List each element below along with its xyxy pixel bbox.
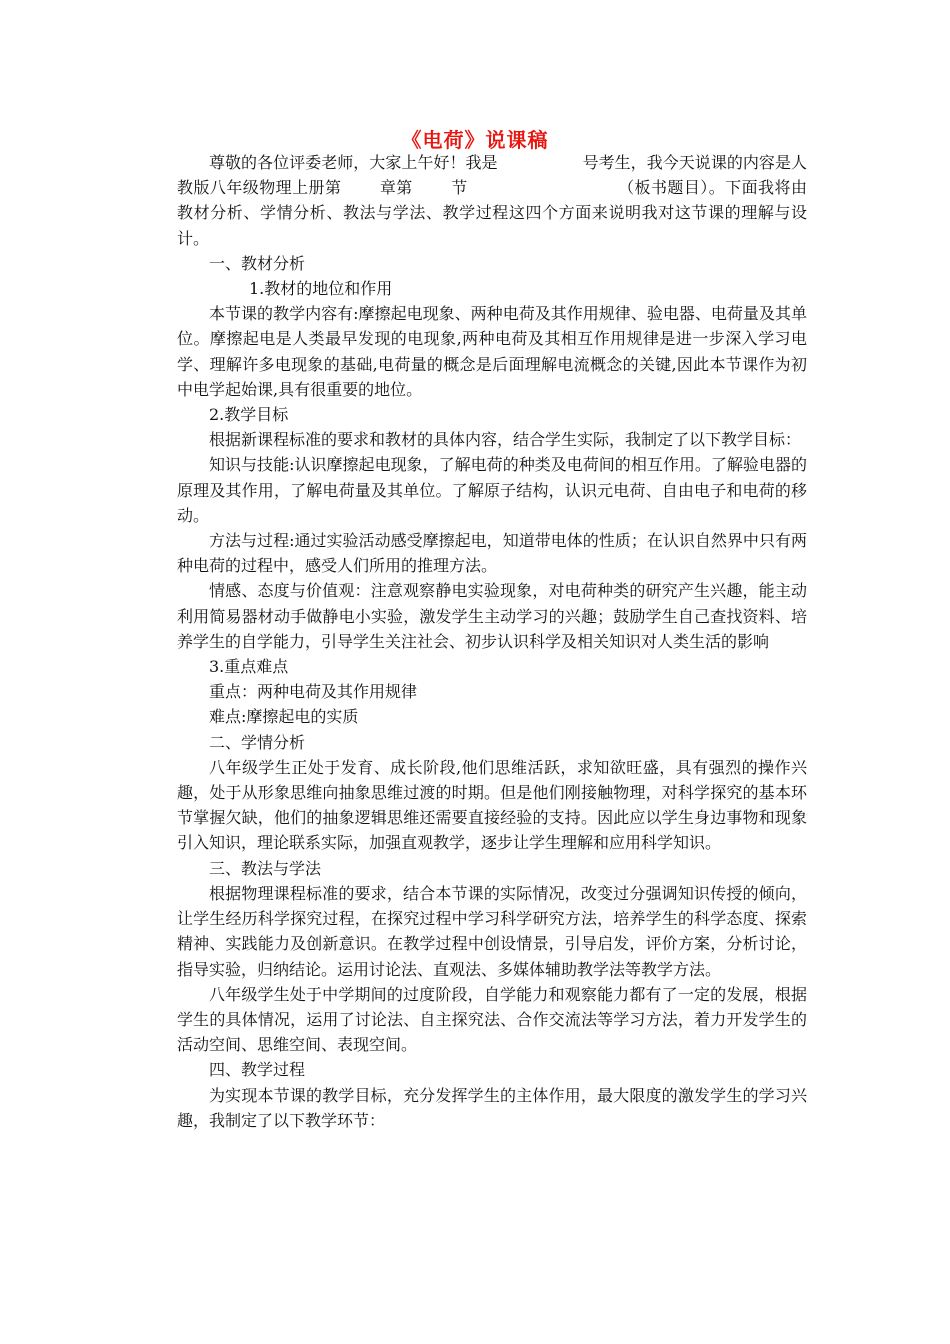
paragraph-process-intro: 为实现本节课的教学目标，充分发挥学生的主体作用，最大限度的激发学生的学习兴趣，我制定了以下教学环节： [177, 1085, 807, 1130]
paragraph-difficulty: 难点:摩擦起电的实质 [209, 707, 359, 727]
subheading-key-points: 3.重点难点 [209, 657, 289, 677]
paragraph-methods-process: 方法与过程:通过实验活动感受摩擦起电，知道带电体的性质；在认识自然界中只有两种电荷的过程中，感受人们所用的推理方法。 [177, 531, 807, 576]
paragraph-attitude-values: 情感、态度与价值观：注意观察静电实验现象，对电荷种类的研究产生兴趣，能主动利用简易器材动手做静电小实验，激发学生主动学习的兴趣；鼓励学生自己查找资料、培养学生的自学能力，引导学生关注社会、初步认识科学及相关知识对人类生活的影响 [177, 581, 807, 651]
heading-methods: 三、教法与学法 [209, 858, 322, 878]
intro-part-a: 尊敬的各位评委老师，大家上午好！我是 [209, 153, 498, 172]
paragraph-goals-intro: 根据新课程标准的要求和教材的具体内容，结合学生实际，我制定了以下教学目标： [209, 430, 802, 450]
paragraph-student-analysis: 八年级学生正处于发育、成长阶段,他们思维活跃，求知欲旺盛，具有强烈的操作兴趣，处于从形象思维向抽象思维过渡的时期。但是他们刚接触物理，对科学探究的基本环节掌握欠缺，他们的抽象逻辑思维还需要直接经验的支持。因此应以学生身边事物和现象引入知识，理论联系实际，加强直观教学，逐步让学生理解和应用科学知识。 [177, 757, 807, 853]
intro-part-c: 章第 [379, 178, 413, 198]
subheading-teaching-goals: 2.教学目标 [209, 405, 289, 425]
intro-part-b: 号考生，我今天说课的内容是人教版八年级物理上册第 [177, 153, 807, 198]
paragraph-key-point: 重点：两种电荷及其作用规律 [209, 682, 418, 702]
document-body [177, 150, 807, 1133]
paragraph-learning-methods: 八年级学生处于中学期间的过度阶段，自学能力和观察能力都有了一定的发展，根据学生的具体情况，运用了讨论法、自主探究法、合作交流法等学习方法，着力开发学生的活动空间、思维空间、表现空间。 [177, 984, 807, 1055]
intro-part-d: 节 [450, 178, 468, 198]
document-title: 《电荷》说课稿 [401, 128, 549, 152]
heading-teaching-process: 四、教学过程 [209, 1060, 306, 1080]
intro-part-e: （板书题目）。下面我将由教材分析、学情分析、教法与学法、教学过程这四个方面来说明我对这节课的理解与设计。 [177, 178, 807, 248]
paragraph-content: 本节课的教学内容有:摩擦起电现象、两种电荷及其作用规律、验电器、电荷量及其单位。摩擦起电是人类最早发现的电现象,两种电荷及其相互作用规律是进一步深入学习电学、理解许多电现象的基础,电荷量的概念是后面理解电流概念的关键,因此本节课作为初中电学起始课,具有很重要的地位。 [177, 304, 807, 399]
intro-paragraph [177, 150, 807, 251]
heading-student-analysis: 二、学情分析 [209, 732, 306, 752]
subheading-status-role: 1.教材的地位和作用 [249, 279, 393, 299]
paragraph-knowledge-skills: 知识与技能:认识摩擦起电现象，了解电荷的种类及电荷间的相互作用。了解验电器的原理及其作用，了解电荷量及其单位。了解原子结构，认识元电荷、自由电子和电荷的移动。 [177, 455, 807, 525]
heading-textbook-analysis: 一、教材分析 [209, 253, 306, 273]
paragraph-teaching-methods: 根据物理课程标准的要求，结合本节课的实际情况，改变过分强调知识传授的倾向，让学生经历科学探究过程，在探究过程中学习科学研究方法，培养学生的科学态度、探索精神、实践能力及创新意识。在教学过程中创设情景，引导启发，评价方案，分析讨论，指导实验，归纳结论。运用讨论法、直观法、多媒体辅助教学法等教学方法。 [177, 883, 807, 979]
